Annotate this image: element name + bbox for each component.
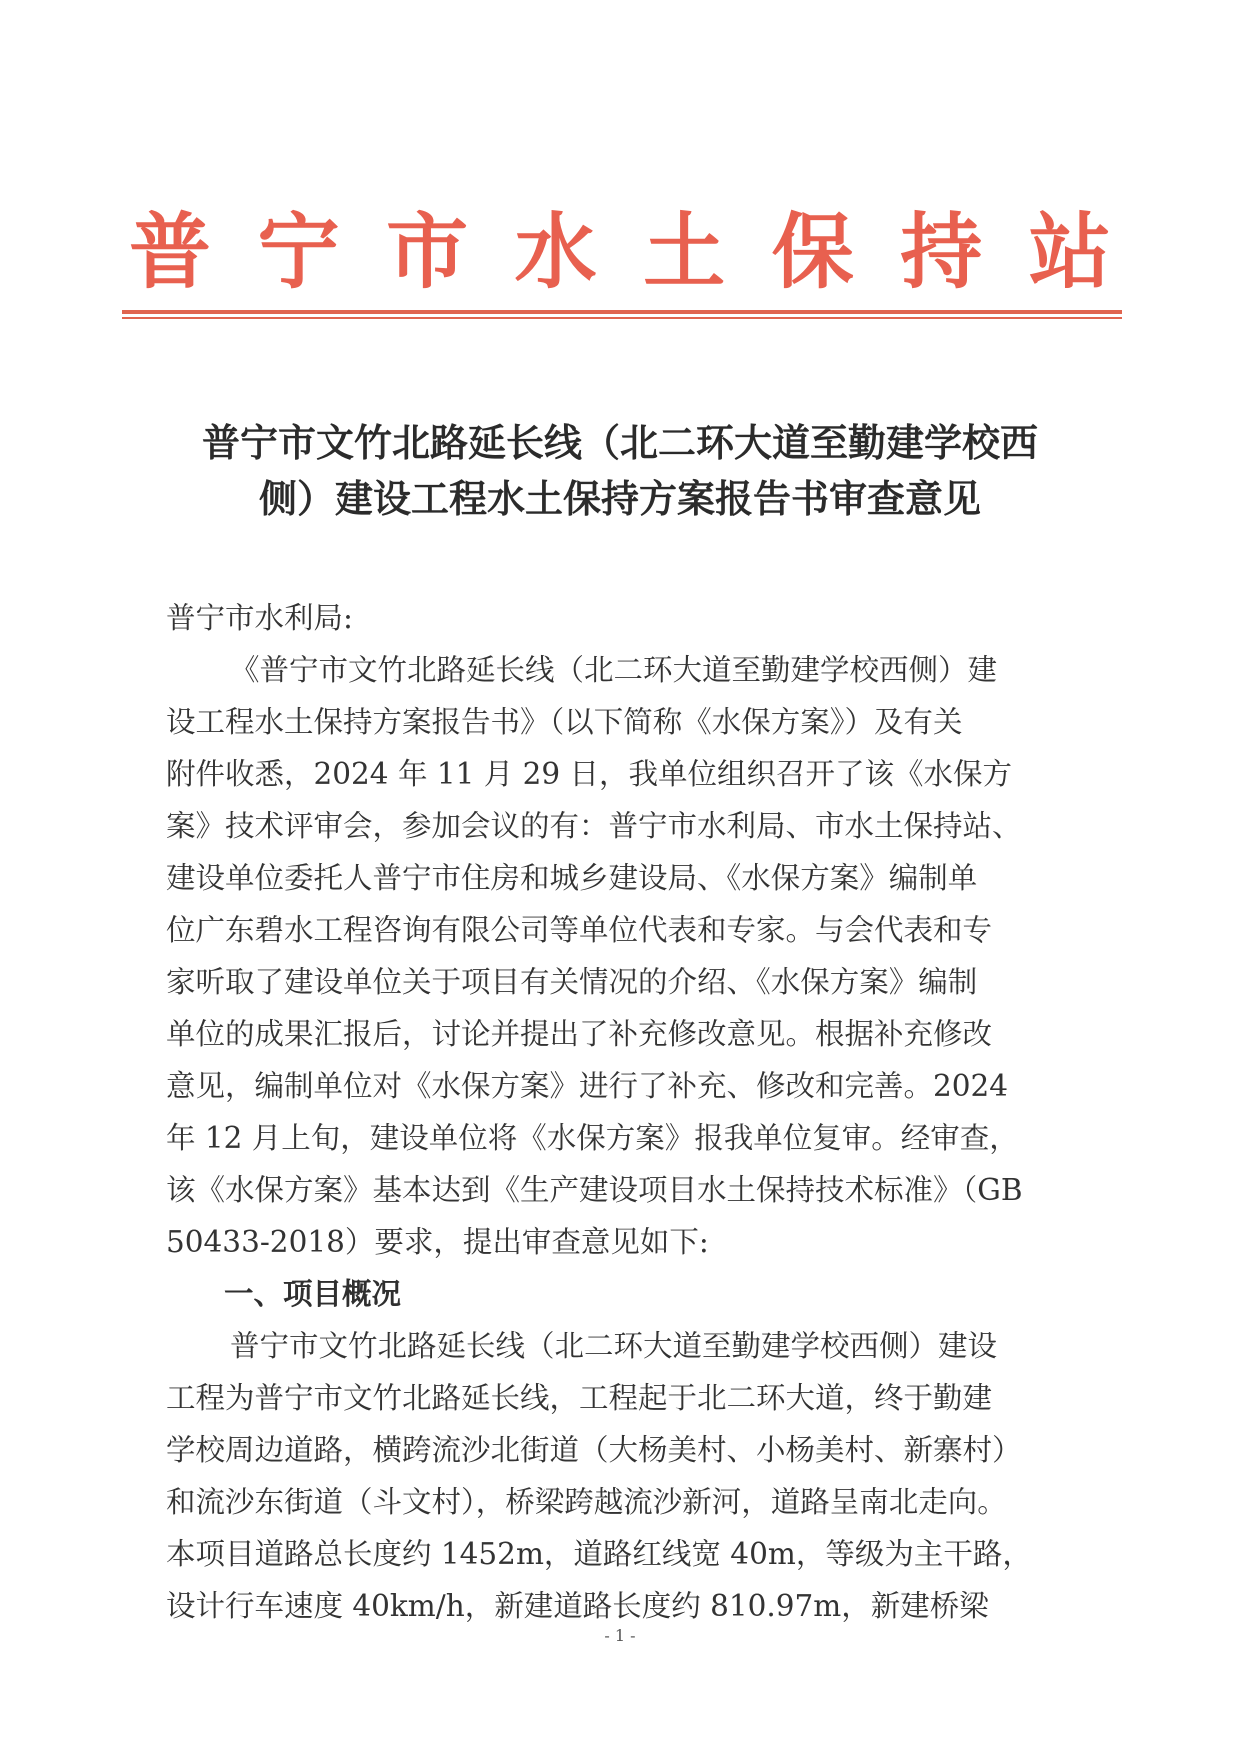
paragraph-line: 普宁市文竹北路延长线（北二环大道至勤建学校西侧）建设 — [230, 1329, 998, 1363]
paragraph-line: 家听取了建设单位关于项目有关情况的介绍、《水保方案》编制 — [166, 965, 978, 999]
masthead-char: 宁 — [257, 203, 340, 300]
document-body — [166, 592, 1086, 1632]
paragraph-line: 附件收悉，2024 年 11 月 29 日，我单位组织召开了该《水保方 — [166, 757, 1013, 791]
paragraph-line: 单位的成果汇报后，讨论并提出了补充修改意见。根据补充修改 — [166, 1017, 993, 1051]
org-masthead — [120, 190, 1120, 300]
masthead-char: 站 — [1028, 203, 1111, 300]
masthead-char: 土 — [643, 203, 726, 300]
masthead-char: 普 — [128, 203, 211, 300]
paragraph-line: 学校周边道路，横跨流沙北街道（大杨美村、小杨美村、新寨村） — [166, 1433, 1022, 1467]
masthead-char: 保 — [771, 203, 854, 300]
paragraph-line: 《普宁市文竹北路延长线（北二环大道至勤建学校西侧）建 — [230, 653, 998, 687]
paragraph-line: 年 12 月上旬，建设单位将《水保方案》报我单位复审。经审查， — [166, 1121, 1019, 1155]
header-rule-thick — [122, 310, 1122, 314]
page-number: - 1 - — [604, 1626, 636, 1645]
paragraph-line: 和流沙东街道（斗文村），桥梁跨越流沙新河，道路呈南北走向。 — [166, 1485, 1007, 1519]
paragraph-line: 设工程水土保持方案报告书》（以下简称《水保方案》）及有关 — [166, 705, 963, 739]
paragraph-line: 案》技术评审会，参加会议的有：普宁市水利局、市水土保持站、 — [166, 809, 1022, 843]
title-line: 普宁市文竹北路延长线（北二环大道至勤建学校西 — [201, 420, 1038, 465]
addressee: 普宁市水利局: — [166, 601, 353, 635]
paragraph-line: 意见，编制单位对《水保方案》进行了补充、修改和完善。2024 — [166, 1069, 1009, 1103]
paragraph-line: 设计行车速度 40km/h，新建道路长度约 810.97m，新建桥梁 — [166, 1589, 989, 1623]
masthead-char: 水 — [514, 203, 597, 300]
document-title — [150, 415, 1090, 527]
title-line: 侧）建设工程水土保持方案报告书审查意见 — [258, 476, 981, 521]
paragraph-line: 50433-2018）要求，提出审查意见如下: — [166, 1225, 709, 1259]
section-heading: 一、项目概况 — [224, 1277, 402, 1311]
masthead-char: 持 — [900, 203, 983, 300]
masthead-char: 市 — [386, 203, 469, 300]
paragraph-line: 位广东碧水工程咨询有限公司等单位代表和专家。与会代表和专 — [166, 913, 993, 947]
paragraph-line: 该《水保方案》基本达到《生产建设项目水土保持技术标准》（GB — [166, 1173, 1023, 1207]
paragraph-line: 本项目道路总长度约 1452m，道路红线宽 40m，等级为主干路， — [166, 1537, 1032, 1571]
header-rule-thin — [122, 317, 1122, 319]
paragraph-line: 工程为普宁市文竹北路延长线，工程起于北二环大道，终于勤建 — [166, 1381, 993, 1415]
paragraph-line: 建设单位委托人普宁市住房和城乡建设局、《水保方案》编制单 — [166, 861, 978, 895]
